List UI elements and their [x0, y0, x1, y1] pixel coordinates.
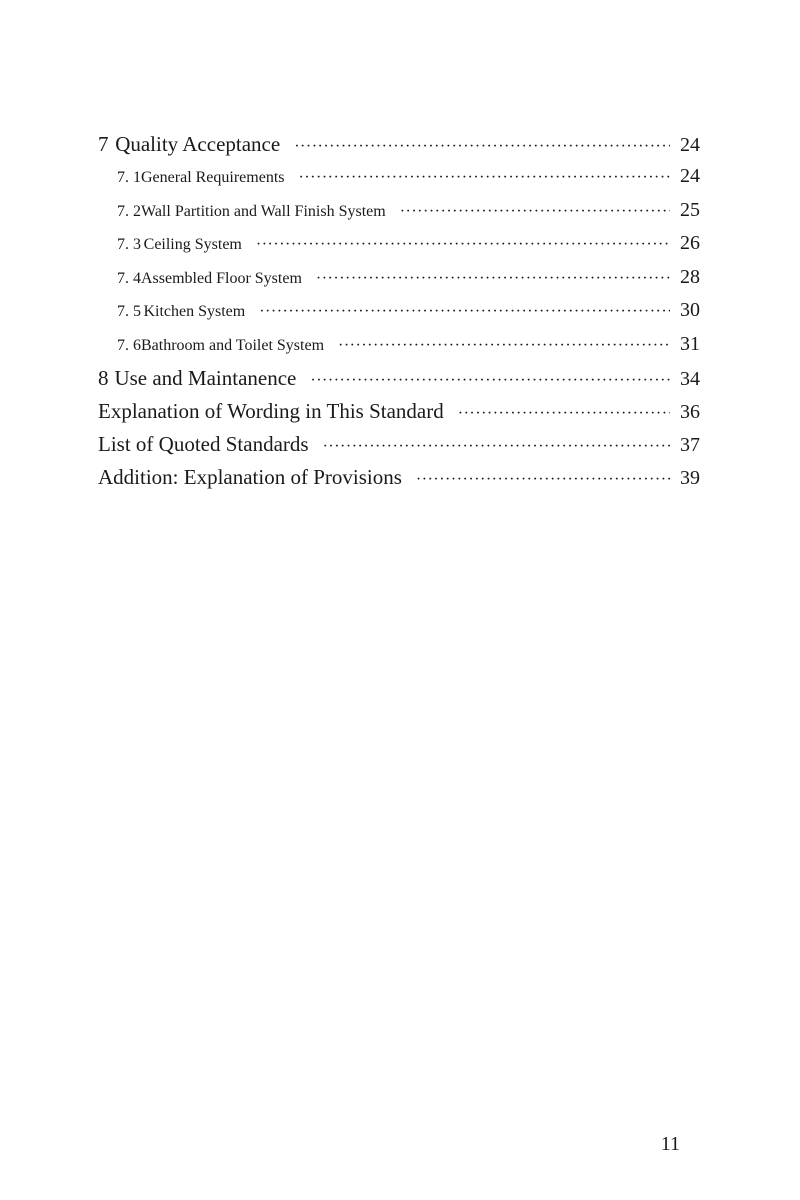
dot-leader	[316, 270, 670, 288]
toc-entry-7-4[interactable]	[98, 266, 700, 300]
toc-entry-7[interactable]	[98, 132, 700, 165]
dot-leader	[338, 337, 670, 355]
toc-entry-number: 7. 3	[117, 236, 141, 253]
toc-entry-number: 8	[98, 366, 109, 390]
dot-leader	[323, 438, 670, 456]
toc-entry-page: 24	[680, 165, 700, 187]
toc-entry-page: 30	[680, 299, 700, 321]
toc-entry-title: Kitchen System	[143, 303, 246, 320]
toc-entry-page: 39	[680, 467, 700, 489]
toc-entry-title: Explanation of Wording in This Standard	[98, 399, 444, 423]
toc-entry-page: 24	[680, 134, 700, 156]
toc-entry-number: 7. 4	[117, 269, 141, 287]
table-of-contents	[98, 132, 700, 498]
toc-entry-page: 36	[680, 401, 700, 423]
toc-entry-page: 31	[680, 332, 700, 355]
toc-entry-page: 26	[680, 232, 700, 254]
toc-entry-explanation-of-wording[interactable]	[98, 399, 700, 432]
toc-entry-7-3[interactable]	[98, 232, 700, 266]
toc-entry-8[interactable]	[98, 366, 700, 399]
toc-entry-title: General Requirements	[141, 169, 285, 186]
toc-entry-title: Assembled Floor System	[141, 269, 302, 287]
toc-entry-7-5[interactable]	[98, 299, 700, 333]
toc-entry-number: 7. 6	[117, 336, 141, 354]
page-number: 11	[660, 1133, 680, 1155]
toc-entry-quoted-standards[interactable]	[98, 432, 700, 465]
toc-entry-title: Use and Maintanence	[114, 366, 297, 390]
toc-entry-title: Ceiling System	[143, 236, 242, 253]
toc-entry-page: 25	[680, 198, 700, 221]
dot-leader	[458, 405, 670, 423]
toc-entry-number: 7	[98, 132, 109, 156]
dot-leader	[400, 203, 670, 221]
dot-leader	[294, 138, 670, 156]
toc-entry-number: 7. 2	[117, 202, 141, 220]
toc-entry-title: Bathroom and Toilet System	[141, 336, 325, 354]
toc-entry-title: List of Quoted Standards	[98, 432, 309, 456]
toc-entry-explanation-of-provisions[interactable]	[98, 465, 700, 498]
toc-entry-title: Wall Partition and Wall Finish System	[141, 202, 386, 220]
toc-entry-title: Quality Acceptance	[115, 132, 281, 156]
toc-entry-title: Addition: Explanation of Provisions	[98, 465, 402, 489]
toc-entry-7-1[interactable]	[98, 165, 700, 199]
toc-entry-7-2[interactable]	[98, 199, 700, 233]
dot-leader	[299, 169, 671, 187]
dot-leader	[256, 236, 670, 254]
toc-entry-page: 28	[680, 265, 700, 288]
toc-entry-number: 7. 5	[117, 303, 141, 320]
dot-leader	[259, 303, 670, 321]
toc-entry-7-6[interactable]	[98, 333, 700, 367]
toc-entry-number: 7. 1	[117, 169, 141, 186]
toc-entry-page: 37	[680, 434, 700, 456]
dot-leader	[416, 471, 670, 489]
dot-leader	[310, 372, 670, 390]
toc-entry-page: 34	[680, 368, 700, 390]
